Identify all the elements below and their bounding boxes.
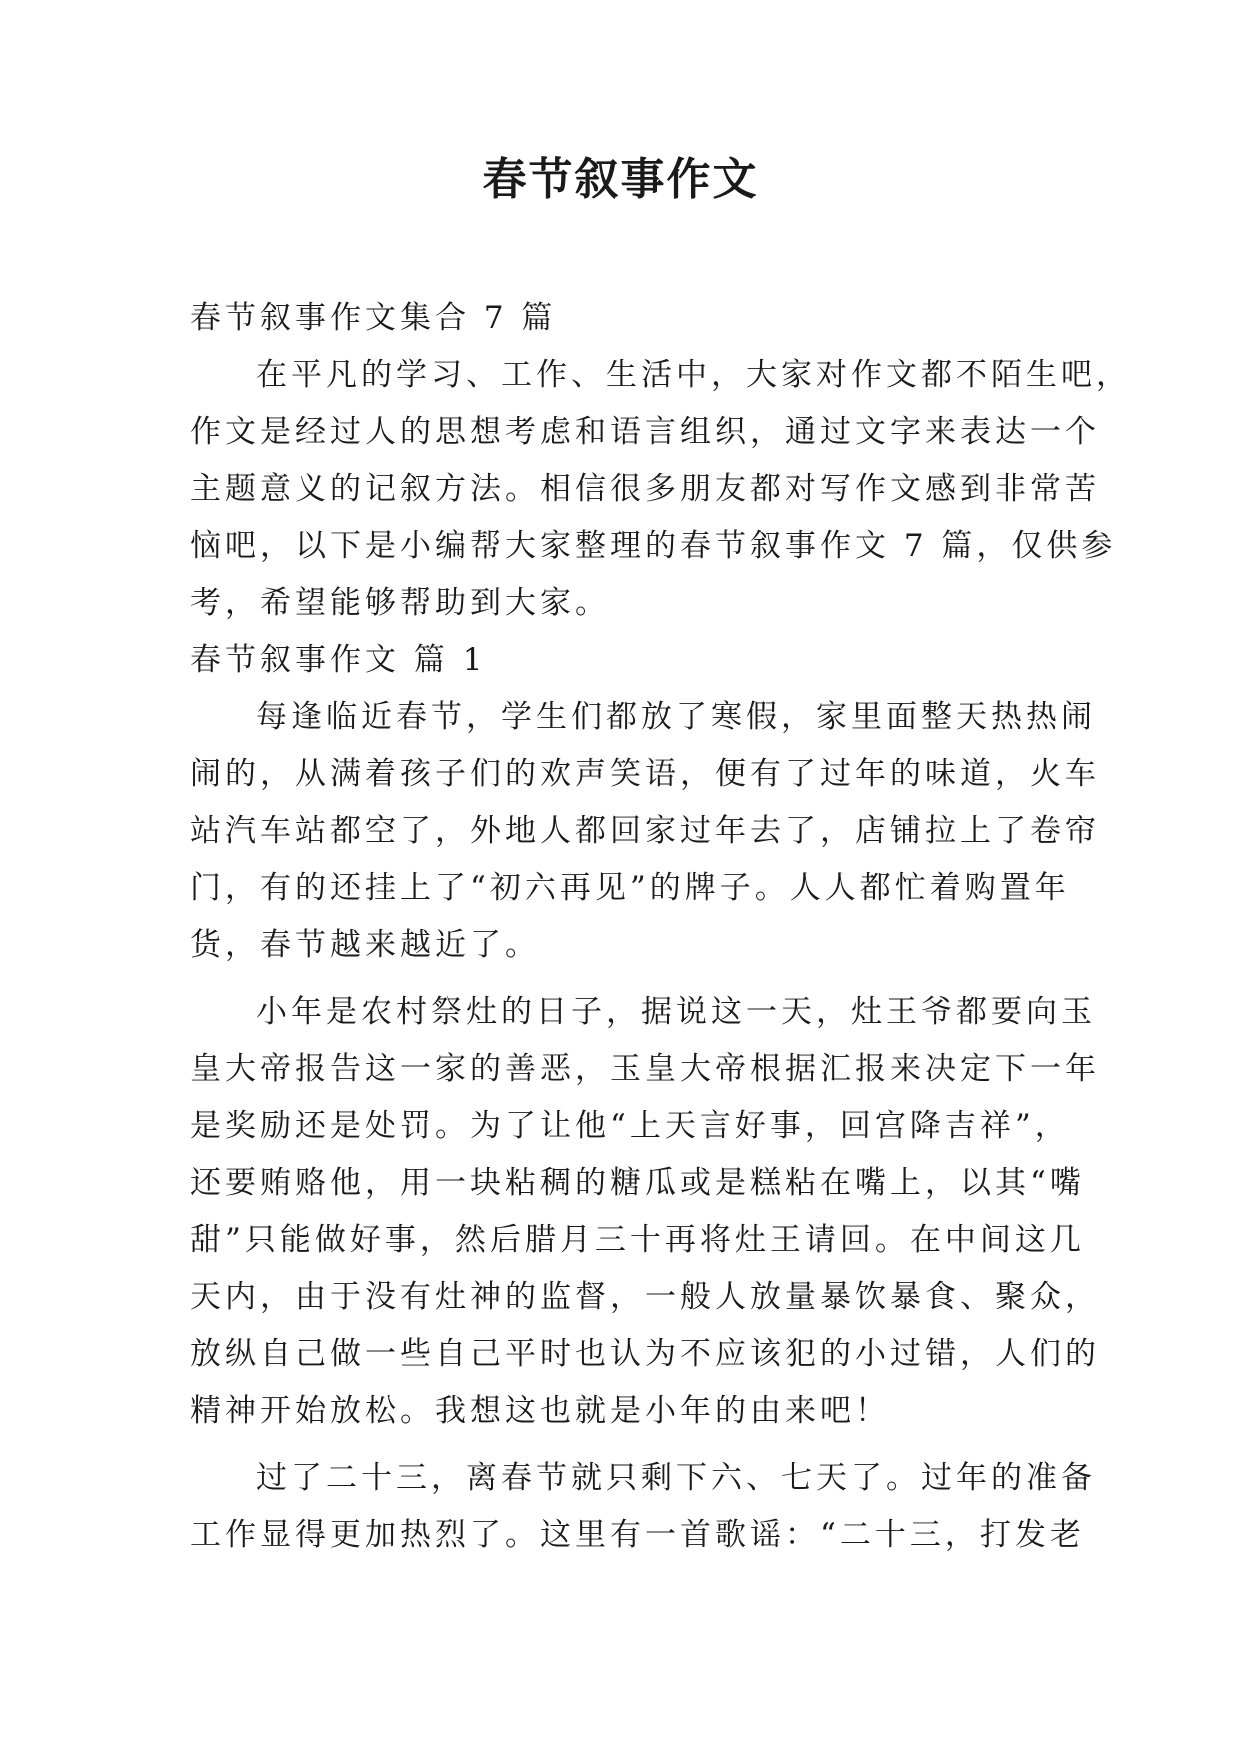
paragraph-line: 天内，由于没有灶神的监督，一般人放量暴饮暴食、聚众， <box>190 1279 1100 1315</box>
paragraph-line: 皇大帝报告这一家的善恶，玉皇大帝根据汇报来决定下一年 <box>190 1051 1100 1087</box>
document-body <box>190 290 1131 1564</box>
intro-line: 在平凡的学习、工作、生活中，大家对作文都不陌生吧， <box>256 357 1131 393</box>
paragraph-line: 每逢临近春节，学生们都放了寒假，家里面整天热热闹 <box>256 699 1096 735</box>
section-heading: 春节叙事作文 篇 1 <box>190 642 487 678</box>
paragraph-line: 过了二十三，离春节就只剩下六、七天了。过年的准备 <box>256 1460 1096 1496</box>
paragraph-line: 站汽车站都空了，外地人都回家过年去了，店铺拉上了卷帘 <box>190 813 1100 849</box>
paragraph-line: 是奖励还是处罚。为了让他“上天言好事，回宫降吉祥”， <box>190 1108 1070 1144</box>
paragraph-line: 精神开始放松。我想这也就是小年的由来吧！ <box>190 1393 890 1429</box>
paragraph-line: 门，有的还挂上了“初六再见”的牌子。人人都忙着购置年 <box>190 870 1070 906</box>
intro-line: 主题意义的记叙方法。相信很多朋友都对写作文感到非常苦 <box>190 471 1100 507</box>
paragraph-line: 货，春节越来越近了。 <box>190 927 540 963</box>
intro-line: 恼吧，以下是小编帮大家整理的春节叙事作文 7 篇，仅供参 <box>190 528 1117 564</box>
paragraph-line: 闹的，从满着孩子们的欢声笑语，便有了过年的味道，火车 <box>190 756 1100 792</box>
paragraph-line: 还要贿赂他，用一块粘稠的糖瓜或是糕粘在嘴上，以其“嘴 <box>190 1165 1085 1201</box>
document-title: 春节叙事作文 <box>482 154 759 205</box>
paragraph-line: 放纵自己做一些自己平时也认为不应该犯的小过错，人们的 <box>190 1336 1100 1372</box>
paragraph-line: 小年是农村祭灶的日子，据说这一天，灶王爷都要向玉 <box>256 994 1096 1030</box>
paragraph-line: 甜”只能做好事，然后腊月三十再将灶王请回。在中间这几 <box>190 1222 1085 1258</box>
collection-subtitle: 春节叙事作文集合 7 篇 <box>190 300 557 336</box>
intro-line: 考，希望能够帮助到大家。 <box>190 585 610 621</box>
intro-line: 作文是经过人的思想考虑和语言组织，通过文字来表达一个 <box>190 414 1100 450</box>
paragraph-line: 工作显得更加热烈了。这里有一首歌谣：“二十三，打发老 <box>190 1517 1085 1553</box>
